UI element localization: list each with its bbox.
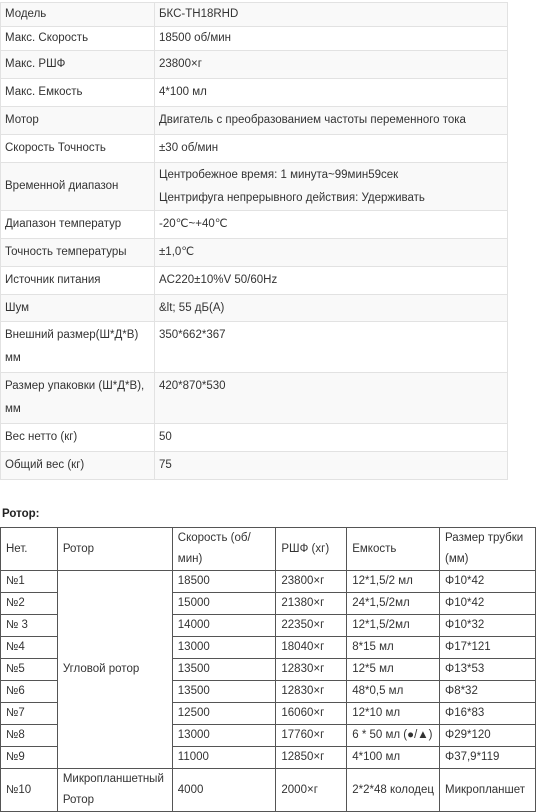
spec-row [1, 267, 508, 295]
row-capacity: 12*5 мл [347, 659, 440, 681]
spec-key: Общий вес (кг) [1, 452, 155, 480]
row-rcf: 16060×г [276, 703, 347, 725]
row-speed: 13000 [172, 637, 276, 659]
row-speed: 4000 [172, 769, 276, 812]
row-capacity: 4*100 мл [347, 747, 440, 769]
row-tube: Микропланшет [440, 769, 536, 812]
spec-key-line: Внешний размер(Ш*Д*В) [5, 329, 139, 341]
row-tube: Φ8*32 [440, 681, 536, 703]
row-tube: Φ16*83 [440, 703, 536, 725]
row-rcf: 23800×г [276, 571, 347, 593]
spec-key: Скорость Точность [1, 135, 155, 163]
row-speed: 13500 [172, 659, 276, 681]
spec-value: 75 [155, 452, 508, 480]
spec-value: AC220±10%V 50/60Hz [155, 267, 508, 295]
row-rotor [57, 769, 172, 812]
row-capacity: 2*2*48 колодец [347, 769, 440, 812]
row-speed: 14000 [172, 615, 276, 637]
spec-key: Временной диапазон [1, 163, 155, 211]
row-tube: Φ17*121 [440, 637, 536, 659]
spec-row [1, 163, 508, 211]
spec-value: 18500 об/мин [155, 27, 508, 51]
spec-value: 350*662*367 [155, 322, 508, 373]
header-tube-size [440, 528, 536, 571]
spec-row [1, 27, 508, 51]
row-tube: Φ37,9*119 [440, 747, 536, 769]
row-no: №6 [1, 681, 58, 703]
row-no: №8 [1, 725, 58, 747]
row-rcf: 21380×г [276, 593, 347, 615]
spec-key: Источник питания [1, 267, 155, 295]
spec-value: -20℃~+40℃ [155, 211, 508, 239]
row-rcf: 22350×г [276, 615, 347, 637]
spec-value-line: Центробежное время: 1 минута~99мин59сек [159, 168, 399, 181]
spec-key: Макс. Емкость [1, 79, 155, 107]
spec-row [1, 211, 508, 239]
spec-table [0, 2, 508, 480]
spec-value: &lt; 55 дБ(А) [155, 295, 508, 322]
row-speed: 13000 [172, 725, 276, 747]
header-tube-line: (мм) [445, 553, 469, 565]
spec-key-line: мм [5, 403, 21, 415]
spec-row [1, 322, 508, 373]
row-rcf: 12830×г [276, 681, 347, 703]
spec-key: Макс. Скорость [1, 27, 155, 51]
spec-value: 50 [155, 424, 508, 452]
row-rcf: 12850×г [276, 747, 347, 769]
row-tube: Φ10*42 [440, 593, 536, 615]
spec-key [1, 373, 155, 424]
header-speed-line: Скорость (об/ [177, 532, 251, 544]
table-row [1, 571, 536, 593]
row-no: №7 [1, 703, 58, 725]
row-capacity: 48*0,5 мл [347, 681, 440, 703]
row-no: №1 [1, 571, 58, 593]
row-capacity: 12*1,5/2мл [347, 615, 440, 637]
row-speed: 15000 [172, 593, 276, 615]
spec-value: 23800×г [155, 51, 508, 79]
spec-value: Двигатель с преобразованием частоты переменного тока [155, 107, 508, 135]
row-rcf: 2000×г [276, 769, 347, 812]
row-rotor-line: Ротор [62, 794, 95, 806]
row-no: №5 [1, 659, 58, 681]
row-capacity: 8*15 мл [347, 637, 440, 659]
row-no: №2 [1, 593, 58, 615]
row-speed: 11000 [172, 747, 276, 769]
row-rcf: 18040×г [276, 637, 347, 659]
header-speed [172, 528, 276, 571]
spec-row [1, 107, 508, 135]
spec-value: ±30 об/мин [155, 135, 508, 163]
row-rotor-line: Микропланшетный [62, 773, 164, 785]
spec-row [1, 295, 508, 322]
rotor-section-title: Ротор: [2, 508, 40, 520]
row-speed: 13500 [172, 681, 276, 703]
spec-row [1, 452, 508, 480]
header-no: Нет. [1, 528, 58, 571]
row-rcf: 17760×г [276, 725, 347, 747]
row-no: №4 [1, 637, 58, 659]
row-no: №10 [1, 769, 58, 812]
spec-key: Модель [1, 3, 155, 27]
spec-row [1, 239, 508, 267]
row-no: №9 [1, 747, 58, 769]
spec-key: Диапазон температур [1, 211, 155, 239]
table-row [1, 769, 536, 812]
row-tube: Φ13*53 [440, 659, 536, 681]
spec-key-line: мм [5, 352, 21, 364]
spec-key: Вес нетто (кг) [1, 424, 155, 452]
header-tube-line: Размер трубки [445, 532, 524, 544]
row-tube: Φ29*120 [440, 725, 536, 747]
spec-key: Точность температуры [1, 239, 155, 267]
spec-row [1, 424, 508, 452]
header-rotor: Ротор [57, 528, 172, 571]
spec-value: 420*870*530 [155, 373, 508, 424]
row-tube: Φ10*42 [440, 571, 536, 593]
spec-row [1, 51, 508, 79]
header-capacity: Емкость [347, 528, 440, 571]
spec-key: Шум [1, 295, 155, 322]
spec-value-line: Центрифуга непрерывного действия: Удерживать [159, 191, 425, 204]
header-rcf: РШФ (xг) [276, 528, 347, 571]
spec-value: 4*100 мл [155, 79, 508, 107]
spec-row [1, 135, 508, 163]
spec-value: БКС-TH18RHD [155, 3, 508, 27]
header-speed-line: мин) [177, 553, 203, 565]
spec-row [1, 79, 508, 107]
spec-value [155, 163, 508, 211]
spec-key: Мотор [1, 107, 155, 135]
row-capacity: 12*10 мл [347, 703, 440, 725]
row-rcf: 12830×г [276, 659, 347, 681]
rotor-table [0, 527, 536, 812]
spec-key: Макс. РШФ [1, 51, 155, 79]
spec-row [1, 3, 508, 27]
row-speed: 12500 [172, 703, 276, 725]
rotor-header-row [1, 528, 536, 571]
row-capacity: 6 * 50 мл (●/▲) [347, 725, 440, 747]
row-capacity: 12*1,5/2 мл [347, 571, 440, 593]
spec-key [1, 322, 155, 373]
row-no: № 3 [1, 615, 58, 637]
spec-row [1, 373, 508, 424]
row-capacity: 24*1,5/2мл [347, 593, 440, 615]
angle-rotor-group: Угловой ротор [57, 571, 172, 769]
row-tube: Φ10*32 [440, 615, 536, 637]
spec-value: ±1,0℃ [155, 239, 508, 267]
spec-key-line: Размер упаковки (Ш*Д*В), [5, 380, 145, 392]
row-speed: 18500 [172, 571, 276, 593]
